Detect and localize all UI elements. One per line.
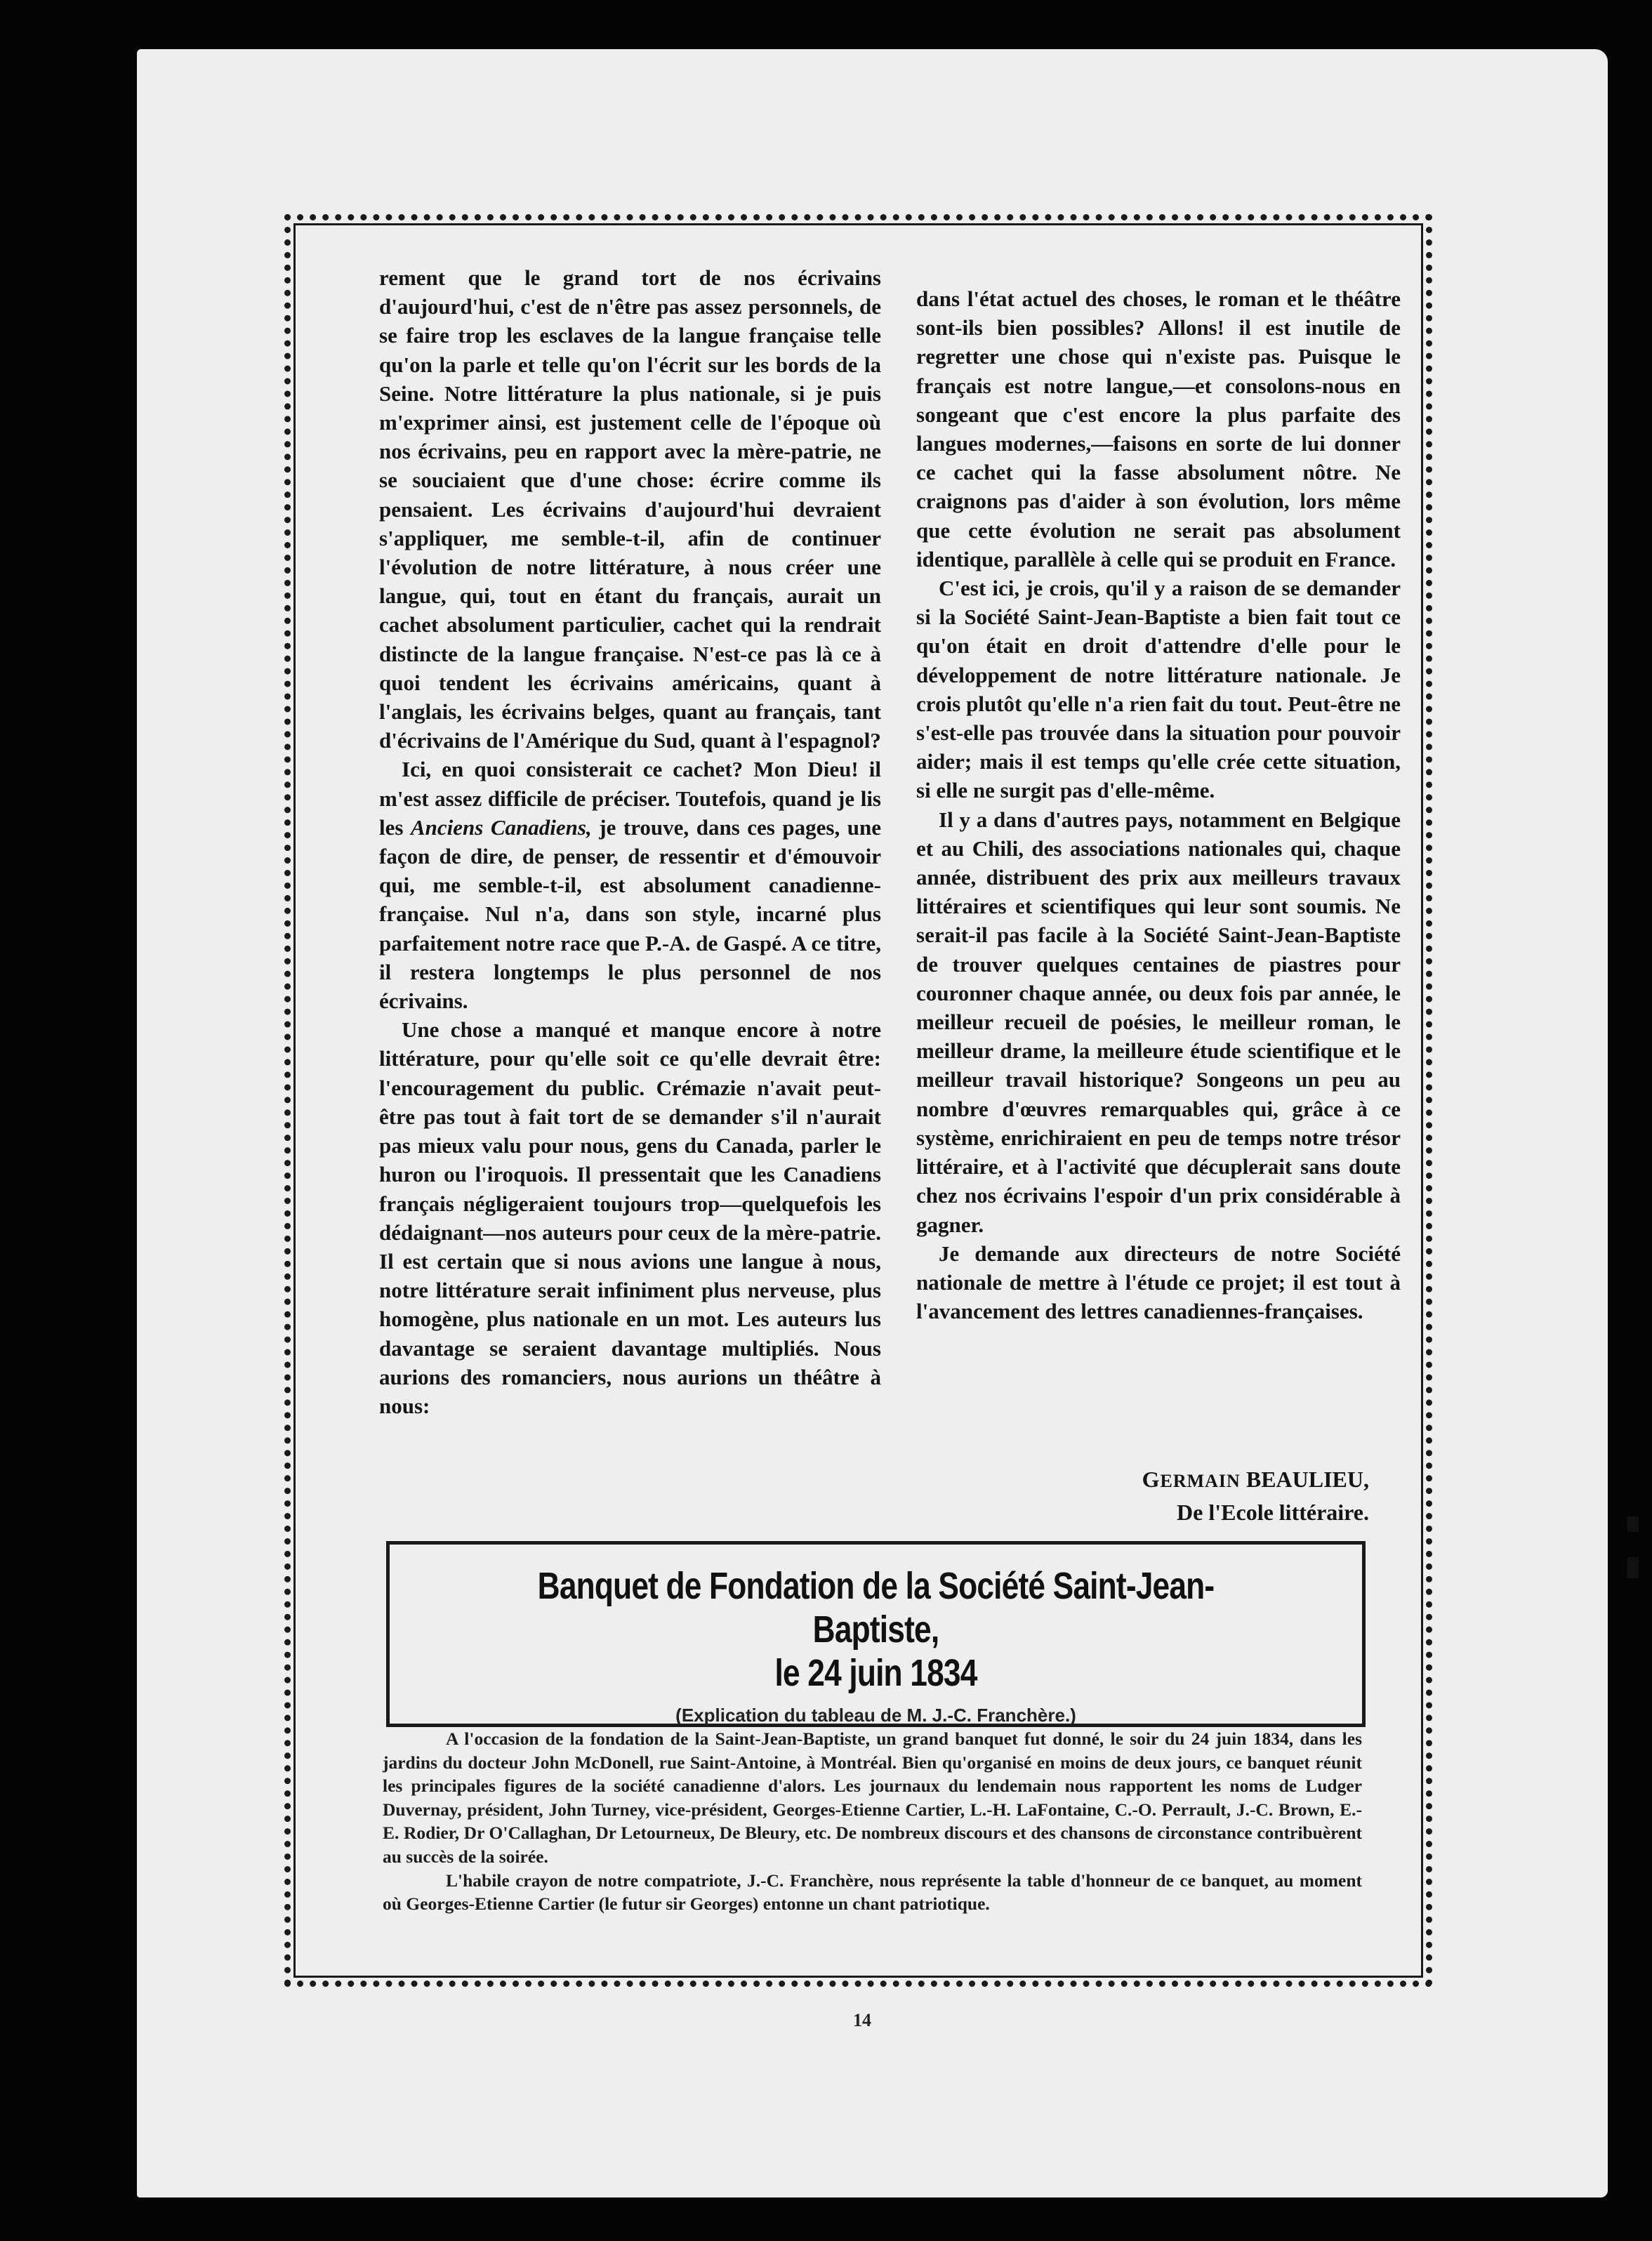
author-signature [1053,1464,1369,1528]
edge-mark [1627,1516,1639,1532]
article-paragraph: C'est ici, je crois, qu'il y a raison de se demander si la Société Saint-Jean-Baptiste a bien fait tout ce qu'on était en droit d'attendre d'elle pour le développement de notre littérature nationale. Je crois plutôt qu'elle n'a rien fait du tout. Peut-être ne s'est-elle pas trouvée dans la situation pour pouvoir aider; mais il est temps qu'elle crée cette situation, si elle ne surgit pas d'elle-même. [916,576,1401,803]
article-paragraph: Il y a dans d'autres pays, notamment en Belgique et au Chili, des associations nationales qui, chaque année, distribuent des prix aux meilleurs travaux littéraires et scientifiques qui leur sont soumis. Ne serait-il pas facile à la Société Saint-Jean-Baptiste de trouver quelques centaines de piastres pour couronner chaque année, ou deux fois par année, le meilleur recueil de poésies, le meilleur roman, le meilleur drame, la meilleure étude scientifique et le meilleur travail historique? Songeons un peu au nombre d'œuvres remarquables qui, grâce à ce système, enrichiraient en peu de temps notre trésor littéraire, et à l'activité que décuplerait sans doute chez nos écrivains l'espoir d'un prix considérable à gagner. [916,807,1401,1237]
author-name: GERMAIN BEAULIEU, [1142,1467,1369,1492]
banquet-caption [383,1727,1362,1916]
article-paragraph: Une chose a manqué et manque encore à notre littérature, pour qu'elle soit ce qu'elle devrait être: l'encouragement du public. Crémazie n'avait peut-être pas tout à fait tort de se demander s'il n'aurait pas mieux valu pour nous, gens du Canada, parler le huron ou l'iroquois. Il pressentait que les Canadiens français négligeraient toujours trop—quelquefois les dédaignant—nos auteurs pour ceux de la mère-patrie. Il est certain que si nous avions une langue à nous, notre littérature serait infiniment plus nerveuse, plus homogène, plus nationale en un mot. Les auteurs lus davantage se seraient davantage multipliés. Nous aurions des romanciers, nous aurions un théâtre à nous: [379,1017,881,1418]
caption-paragraph: A l'occasion de la fondation de la Saint-Jean-Baptiste, un grand banquet fut donné, le soir du 24 juin 1834, dans les jardins du docteur John McDonell, rue Saint-Antoine, à Montréal. Bien qu'organisé en moins de deux jours, ce banquet réunit les principales figures de la société canadienne d'alors. Les journaux du lendemain nous rapportent les noms de Ludger Duvernay, président, John Turney, vice-président, Georges-Etienne Cartier, L.-H. LaFontaine, C.-O. Perrault, J.-C. Brown, E.-E. Rodier, Dr O'Callaghan, Dr Letourneux, De Bleury, etc. De nombreux discours et des chansons de circonstance contribuèrent au succès de la soirée. [383,1728,1362,1867]
caption-paragraph: L'habile crayon de notre compatriote, J.-C. Franchère, nous représente la table d'honneur de ce banquet, au moment où Georges-Etienne Cartier (le futur sir Georges) entonne un chant patriotique. [383,1870,1362,1915]
article-paragraph: Ici, en quoi consisterait ce cachet? Mon Dieu! il m'est assez difficile de préciser. Toutefois, quand je lis les Anciens Canadiens, je trouve, dans ces pages, une façon de dire, de penser, de ressentir et d'émouvoir qui, me semble-t-il, est absolument canadienne-française. Nul n'a, dans son style, incarné plus parfaitement notre race que P.-A. de Gaspé. A ce titre, il restera longtemps le plus personnel de nos écrivains. [379,757,882,1014]
banquet-subtitle: (Explication du tableau de M. J.-C. Franchère.) [675,1705,1076,1726]
book-title: Anciens Canadiens, [410,814,592,840]
banquet-heading-box [386,1541,1366,1727]
banquet-title: Banquet de Fondation de la Société Saint-Jean-Baptiste, le 24 juin 1834 [537,1565,1215,1694]
article-paragraph: Je demande aux directeurs de notre Société nationale de mettre à l'étude ce projet; il est tout à l'avancement des lettres canadiennes-françaises. [916,1241,1401,1324]
article-paragraph: dans l'état actuel des choses, le roman et le théâtre sont-ils bien possibles? Allons! il est inutile de regretter une chose qui n'existe pas. Puisque le français est notre langue,—et consolons-nous en songeant que c'est encore la plus parfaite des langues modernes,—faisons en sorte de lui donner ce cachet qui la fasse absolument nôtre. Ne craignons pas d'aider à son évolution, lors même que cette évolution ne serait pas absolument identique, parallèle à celle qui se produit en France. [916,286,1401,571]
page-number: 14 [853,2010,871,2030]
author-affiliation: De l'Ecole littéraire. [1177,1500,1369,1525]
article-right-column [916,284,1401,1326]
article-left-column [379,263,881,1420]
article-paragraph: rement que le grand tort de nos écrivains d'aujourd'hui, c'est de n'être pas assez personnels, de se faire trop les esclaves de la langue française telle qu'on la parle et telle qu'on l'écrit sur les bords de la Seine. Notre littérature la plus nationale, si je puis m'exprimer ainsi, est justement celle de l'époque où nos écrivains, peu en rapport avec la mère-patrie, ne se souciaient que d'une chose: écrire comme ils pensaient. Les écrivains d'aujourd'hui devraient s'appliquer, me semble-t-il, afin de continuer l'évolution de notre littérature, à nous créer une langue, qui, tout en étant du français, aurait un cachet absolument particulier, cachet qui la rendrait distincte de la langue française. N'est-ce pas là ce à quoi tendent les écrivains américains, quant à l'anglais, les écrivains belges, quant au français, tant d'écrivains de l'Amérique du Sud, quant à l'espagnol? [379,265,881,753]
edge-mark [1627,1557,1639,1578]
